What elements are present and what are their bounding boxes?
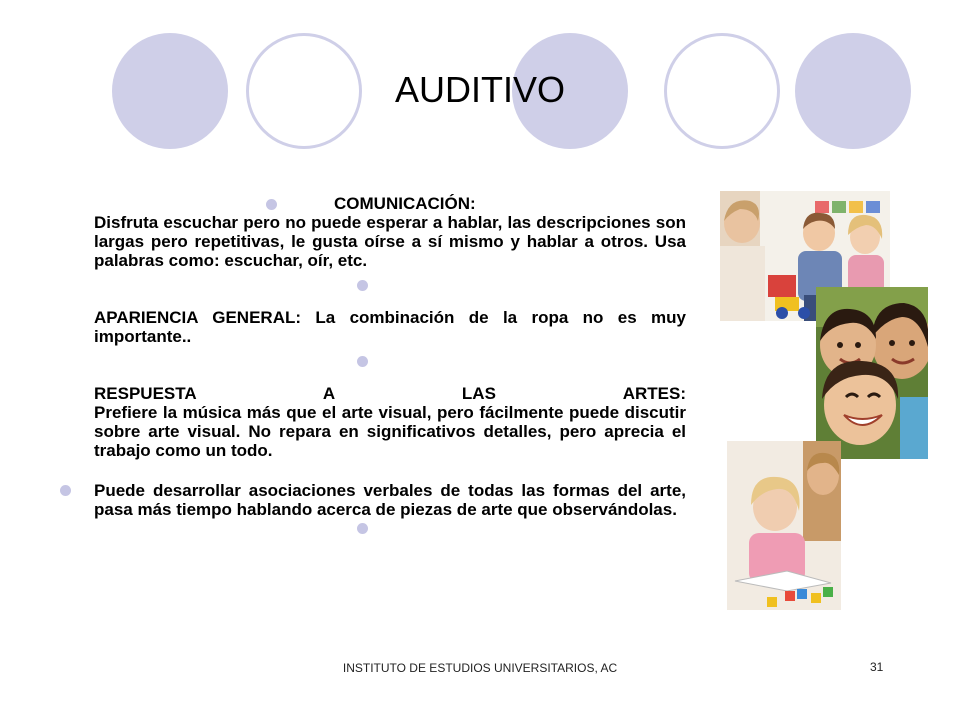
asociaciones-body: Puede desarrollar asociaciones verbales de todas las formas del arte, pasa más tiempo hablando acerca de piezas de arte que observándolas. xyxy=(94,481,686,519)
footer-institution: INSTITUTO DE ESTUDIOS UNIVERSITARIOS, AC xyxy=(342,661,618,675)
section-apariencia xyxy=(60,308,686,346)
section-asociaciones xyxy=(60,481,686,519)
bullet-icon xyxy=(266,199,277,210)
page-number: 31 xyxy=(870,660,884,674)
bullet-icon xyxy=(60,485,71,496)
slide-content xyxy=(60,194,686,541)
photo-girl-reading xyxy=(727,441,841,610)
photo-smiling-kids xyxy=(816,287,928,459)
bullet-icon xyxy=(357,280,368,291)
bullet-icon xyxy=(357,356,368,367)
comunicacion-heading: COMUNICACIÓN: xyxy=(334,194,476,213)
section-artes xyxy=(60,384,686,460)
slide-title: AUDITIVO xyxy=(394,69,565,110)
apariencia-body: La combinación de la ropa no es muy importante.. xyxy=(94,308,686,346)
artes-heading: RESPUESTA A LAS ARTES: xyxy=(94,384,686,403)
apariencia-heading: APARIENCIA GENERAL: xyxy=(94,308,302,327)
bullet-icon xyxy=(357,523,368,534)
comunicacion-body: Disfruta escuchar pero no puede esperar a hablar, las descripciones son largas pero repetitivas, le gusta oírse a sí mismo y hablar a otros. Usa palabras como: escuchar, oír, etc. xyxy=(94,213,686,270)
section-comunicacion xyxy=(60,194,686,270)
artes-body: Prefiere la música más que el arte visual, pero fácilmente puede discutir sobre arte visual. No repara en significativos detalles, pero aprecia el trabajo como un todo. xyxy=(94,403,686,460)
